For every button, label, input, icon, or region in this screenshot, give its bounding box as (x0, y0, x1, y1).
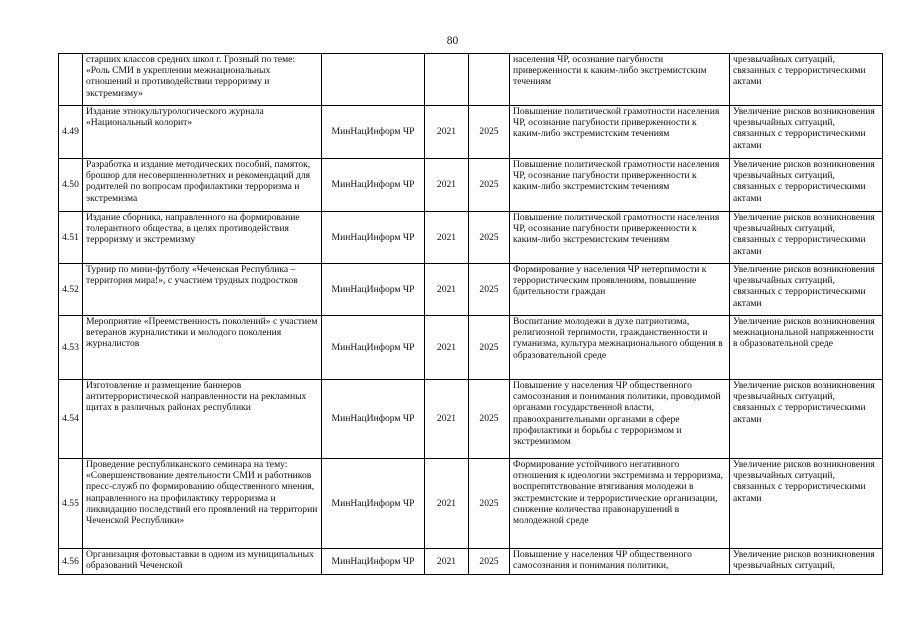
measures-table (58, 53, 883, 575)
executor-cell (322, 54, 425, 106)
start-year-cell: 2021 (425, 264, 469, 316)
result-cell: Повышение у населения ЧР общественного самосознания и понимания политики, проводимой органами государственной власти, правоохранительными органами в сфере профилактики и борьбы с терроризмом и экстремизмом (510, 380, 730, 459)
table-row (59, 212, 883, 264)
risk-cell: чрезвычайных ситуаций, связанных с террористическими актами (730, 54, 883, 106)
event-cell: Издание сборника, направленного на формирование толерантного общества, в целях противодействия терроризму и экстремизму (83, 212, 322, 264)
risk-cell: Увеличение рисков возникновения межнациональной напряженности в образовательной среде (730, 316, 883, 380)
page-number: 80 (446, 35, 459, 47)
end-year-cell: 2025 (469, 264, 510, 316)
end-year-cell: 2025 (469, 549, 510, 575)
start-year-cell: 2021 (425, 212, 469, 264)
row-number: 4.52 (59, 264, 83, 316)
start-year-cell: 2021 (425, 549, 469, 575)
risk-cell: Увеличение рисков возникновения чрезвычайных ситуаций, связанных с террористическими актами (730, 106, 883, 159)
table-row (59, 380, 883, 459)
result-cell: Повышение у населения ЧР общественного самосознания и понимания политики, (510, 549, 730, 575)
executor-cell: МинНацИнформ ЧР (322, 159, 425, 212)
end-year-cell: 2025 (469, 380, 510, 459)
row-number: 4.56 (59, 549, 83, 575)
event-cell: Проведение республиканского семинара на тему: «Совершенствование деятельности СМИ и работников пресс-служб по формированию общественного мнения, направленного на профилактику терроризма и ликвидацию последствий его проявлений на территории Чеченской Республики» (83, 459, 322, 549)
end-year-cell: 2025 (469, 316, 510, 380)
risk-cell: Увеличение рисков возникновения чрезвычайных ситуаций, связанных с террористическими актами (730, 159, 883, 212)
row-number: 4.55 (59, 459, 83, 549)
risk-cell: Увеличение рисков возникновения чрезвычайных ситуаций, (730, 549, 883, 575)
event-cell: Издание этнокультурологического журнала «Национальный колорит» (83, 106, 322, 159)
end-year-cell (469, 54, 510, 106)
table-row (59, 549, 883, 575)
executor-cell: МинНацИнформ ЧР (322, 549, 425, 575)
result-cell: Повышение политической грамотности населения ЧР, осознание пагубности приверженности к каким-либо экстремистским течениям (510, 212, 730, 264)
start-year-cell: 2021 (425, 159, 469, 212)
table-row (59, 106, 883, 159)
result-cell: Формирование у населения ЧР нетерпимости к террористическим проявлениям, повышение бдительности граждан (510, 264, 730, 316)
start-year-cell: 2021 (425, 380, 469, 459)
executor-cell: МинНацИнформ ЧР (322, 264, 425, 316)
row-number: 4.51 (59, 212, 83, 264)
event-cell: Организация фотовыставки в одном из муниципальных образований Чеченской (83, 549, 322, 575)
risk-cell: Увеличение рисков возникновения чрезвычайных ситуаций, связанных с террористическими актами (730, 264, 883, 316)
risk-cell: Увеличение рисков возникновения чрезвычайных ситуаций, связанных с террористическими актами (730, 380, 883, 459)
event-cell: Разработка и издание методических пособий, памяток, брошюр для несовершеннолетних и рекомендаций для родителей по вопросам профилактики терроризма и экстремизма (83, 159, 322, 212)
result-cell: Повышение политической грамотности населения ЧР, осознание пагубности приверженности к каким-либо экстремистским течениям (510, 106, 730, 159)
start-year-cell (425, 54, 469, 106)
end-year-cell: 2025 (469, 159, 510, 212)
row-number (59, 54, 83, 106)
start-year-cell: 2021 (425, 316, 469, 380)
table-row (59, 316, 883, 380)
event-cell: Изготовление и размещение баннеров антитеррористической направленности на рекламных щитах в различных районах республики (83, 380, 322, 459)
end-year-cell: 2025 (469, 106, 510, 159)
table-row (59, 264, 883, 316)
event-cell: Мероприятие «Преемственность поколений» с участием ветеранов журналистики и молодого поколения журналистов (83, 316, 322, 380)
result-cell: Воспитание молодежи в духе патриотизма, религиозной терпимости, гражданственности и гуманизма, культура межнационального общения в образовательной среде (510, 316, 730, 380)
row-number: 4.50 (59, 159, 83, 212)
executor-cell: МинНацИнформ ЧР (322, 316, 425, 380)
risk-cell: Увеличение рисков возникновения чрезвычайных ситуаций, связанных с террористическими актами (730, 212, 883, 264)
end-year-cell: 2025 (469, 212, 510, 264)
event-cell: старших классов средних школ г. Грозный по теме: «Роль СМИ в укреплении межнациональных отношений и противодействии терроризму и экстремизму» (83, 54, 322, 106)
row-number: 4.53 (59, 316, 83, 380)
table-row (59, 159, 883, 212)
executor-cell: МинНацИнформ ЧР (322, 106, 425, 159)
row-number: 4.54 (59, 380, 83, 459)
result-cell: населения ЧР, осознание пагубности приверженности к каким-либо экстремистским течениям (510, 54, 730, 106)
table-row (59, 54, 883, 106)
result-cell: Повышение политической грамотности населения ЧР, осознание пагубности приверженности к каким-либо экстремистским течениям (510, 159, 730, 212)
table-row (59, 459, 883, 549)
executor-cell: МинНацИнформ ЧР (322, 212, 425, 264)
start-year-cell: 2021 (425, 106, 469, 159)
row-number: 4.49 (59, 106, 83, 159)
start-year-cell: 2021 (425, 459, 469, 549)
executor-cell: МинНацИнформ ЧР (322, 459, 425, 549)
result-cell: Формирование устойчивого негативного отношения к идеологии экстремизма и терроризма, воспрепятствование втягивания молодежи в экстремистские и террористические организации, снижение количества правонарушений в молодежной среде (510, 459, 730, 549)
executor-cell: МинНацИнформ ЧР (322, 380, 425, 459)
event-cell: Турнир по мини-футболу «Чеченская Республика – территория мира!», с участием трудных подростков (83, 264, 322, 316)
end-year-cell: 2025 (469, 459, 510, 549)
risk-cell: Увеличение рисков возникновения чрезвычайных ситуаций, связанных с террористическими актами (730, 459, 883, 549)
